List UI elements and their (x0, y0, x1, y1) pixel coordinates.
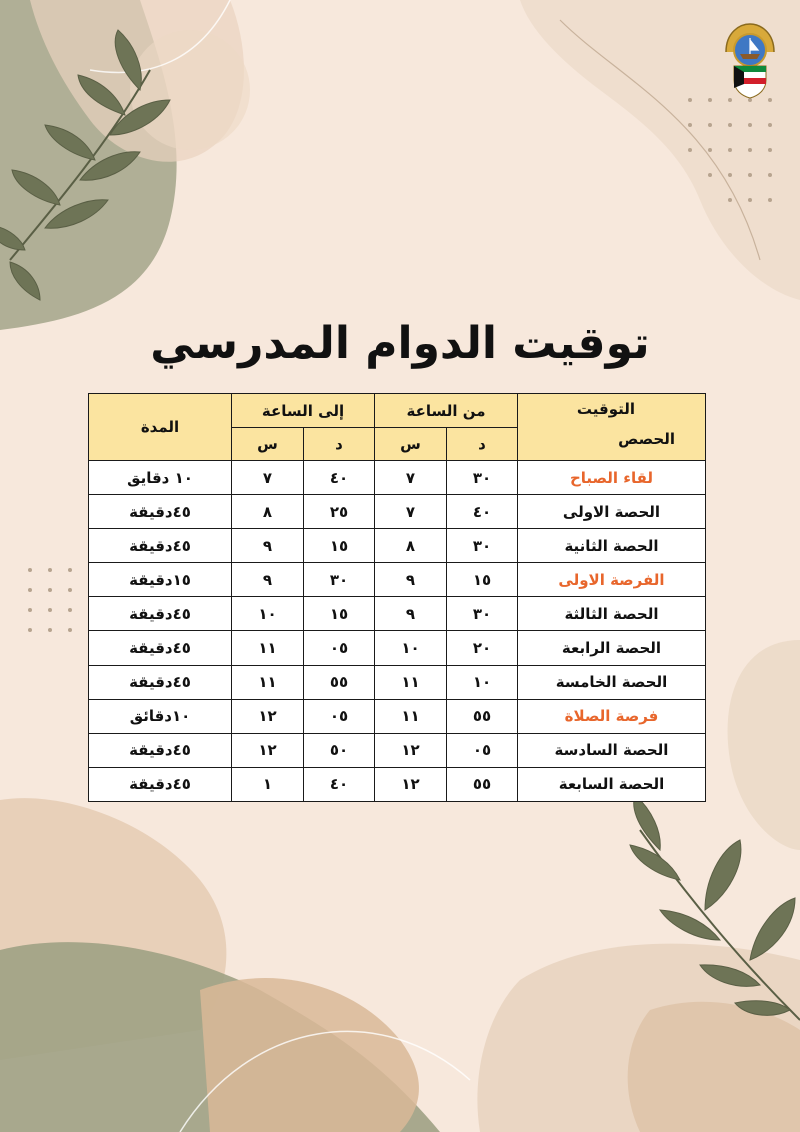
table-row (89, 461, 706, 495)
to-hour-cell: ١٢ (232, 699, 304, 733)
from-minute-cell: ٢٠ (447, 631, 518, 665)
period-cell: الحصة الثانية (518, 529, 706, 563)
to-minute-cell: ١٥ (304, 529, 375, 563)
header-timing-label: التوقيت (576, 400, 635, 418)
kuwait-emblem-icon (720, 22, 780, 100)
period-cell: فرصة الصلاة (518, 699, 706, 733)
header-to-hour: س (232, 428, 304, 461)
from-minute-cell: ٥٥ (447, 699, 518, 733)
to-hour-cell: ١١ (232, 665, 304, 699)
duration-cell: ٤٥دقيقة (89, 495, 232, 529)
to-minute-cell: ٤٠ (304, 461, 375, 495)
header-from-group: من الساعة (375, 394, 518, 428)
duration-cell: ١٠ دقايق (89, 461, 232, 495)
to-hour-cell: ١ (232, 767, 304, 801)
duration-cell: ١٥دقيقة (89, 563, 232, 597)
from-minute-cell: ٠٥ (447, 733, 518, 767)
beige-blob-right (728, 640, 800, 850)
header-periods-corner (518, 394, 706, 461)
table-row (89, 631, 706, 665)
from-minute-cell: ٣٠ (447, 461, 518, 495)
table-row (89, 529, 706, 563)
to-hour-cell: ١٢ (232, 733, 304, 767)
to-minute-cell: ٣٠ (304, 563, 375, 597)
table-row (89, 767, 706, 801)
duration-cell: ٤٥دقيقة (89, 597, 232, 631)
from-hour-cell: ٩ (375, 597, 447, 631)
period-cell: الحصة السابعة (518, 767, 706, 801)
page-title: توقيت الدوام المدرسي (150, 318, 650, 369)
from-minute-cell: ٤٠ (447, 495, 518, 529)
header-duration: المدة (89, 394, 232, 461)
to-hour-cell: ٧ (232, 461, 304, 495)
table-row (89, 597, 706, 631)
to-minute-cell: ٤٠ (304, 767, 375, 801)
to-hour-cell: ١٠ (232, 597, 304, 631)
tan-blob-bottom-right (628, 1002, 800, 1132)
to-hour-cell: ٨ (232, 495, 304, 529)
from-minute-cell: ٥٥ (447, 767, 518, 801)
from-minute-cell: ١٠ (447, 665, 518, 699)
duration-cell: ٤٥دقيقة (89, 767, 232, 801)
to-minute-cell: ٥٥ (304, 665, 375, 699)
table-row (89, 563, 706, 597)
period-cell: الحصة السادسة (518, 733, 706, 767)
header-to-group: إلى الساعة (232, 394, 375, 428)
header-periods-label: الحصص (618, 430, 675, 448)
period-cell: الحصة الاولى (518, 495, 706, 529)
from-hour-cell: ١٠ (375, 631, 447, 665)
duration-cell: ٤٥دقيقة (89, 529, 232, 563)
to-minute-cell: ٢٥ (304, 495, 375, 529)
table-row (89, 495, 706, 529)
from-hour-cell: ٧ (375, 495, 447, 529)
to-hour-cell: ٩ (232, 529, 304, 563)
period-cell: لقاء الصباح (518, 461, 706, 495)
header-to-minute: د (304, 428, 375, 461)
to-minute-cell: ٠٥ (304, 699, 375, 733)
from-hour-cell: ٩ (375, 563, 447, 597)
header-from-minute: د (447, 428, 518, 461)
from-hour-cell: ١١ (375, 699, 447, 733)
duration-cell: ٤٥دقيقة (89, 665, 232, 699)
period-cell: الحصة الرابعة (518, 631, 706, 665)
from-hour-cell: ١٢ (375, 767, 447, 801)
from-hour-cell: ٧ (375, 461, 447, 495)
from-hour-cell: ٨ (375, 529, 447, 563)
tan-blob-bottom (200, 978, 419, 1132)
to-minute-cell: ٠٥ (304, 631, 375, 665)
period-cell: الفرصة الاولى (518, 563, 706, 597)
table-row (89, 699, 706, 733)
from-hour-cell: ١٢ (375, 733, 447, 767)
dot-pattern-left (28, 568, 72, 632)
schedule-table (88, 393, 706, 802)
table-row (89, 733, 706, 767)
to-hour-cell: ٩ (232, 563, 304, 597)
to-hour-cell: ١١ (232, 631, 304, 665)
period-cell: الحصة الخامسة (518, 665, 706, 699)
from-hour-cell: ١١ (375, 665, 447, 699)
from-minute-cell: ٣٠ (447, 597, 518, 631)
beige-circle-top (130, 30, 250, 150)
from-minute-cell: ٣٠ (447, 529, 518, 563)
duration-cell: ٤٥دقيقة (89, 631, 232, 665)
from-minute-cell: ١٥ (447, 563, 518, 597)
to-minute-cell: ١٥ (304, 597, 375, 631)
duration-cell: ١٠دقائق (89, 699, 232, 733)
to-minute-cell: ٥٠ (304, 733, 375, 767)
period-cell: الحصة الثالثة (518, 597, 706, 631)
header-from-hour: س (375, 428, 447, 461)
duration-cell: ٤٥دقيقة (89, 733, 232, 767)
table-row (89, 665, 706, 699)
